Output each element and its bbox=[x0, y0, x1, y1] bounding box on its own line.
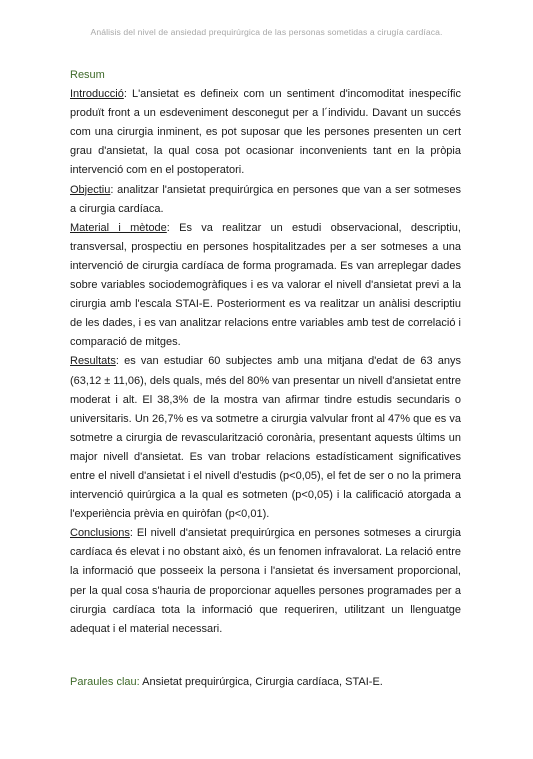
section-resultats: Resultats: es van estudiar 60 subjectes amb una mitjana d'edat de 63 anys (63,12 ± 11,06), dels quals, més del 80% van presentar un nivell d'ansietat entre moderat i alt. El 38,3% de la mostra van afirmar tindre estudis secundaris o universitaris. Un 26,7% es va sotmetre a cirurgia valvular front al 47% que es va sotmetre a cirurgia de revascularització coronària, presentant aquests últims un major nivell d'ansietat. Es van trobar relacions estadísticament significatives entre el nivell d'ansietat i el nivell d'estudis (p<0,05), el fet de ser o no la primera intervenció quirúrgica a la qual es sotmeten (p<0,05) i la calificació atorgada a l'experiència prèvia en quiròfan (p<0,01). bbox=[70, 355, 461, 521]
abstract bbox=[70, 66, 461, 639]
section-text: analitzar l'ansietat prequirúrgica en persones que van a ser sotmeses a cirurgia cardíaca. bbox=[70, 183, 461, 215]
section-text: El nivell d'ansietat prequirúrgica en persones sotmeses a cirurgia cardíaca és elevat i no obstant això, és un fenomen infravalorat. La relació entre la informació que posseeix la persona i l'ansietat és inversament proporcional, per la qual cosa s'hauria de proporcionar aquelles persones programades per a cirurgia cardíaca tota la informació que requeriren, utilitzant un llenguatge adequat i el material necessari. bbox=[70, 527, 461, 635]
keywords bbox=[70, 673, 461, 692]
keywords-text: Ansietat prequirúrgica, Cirurgia cardíaca, STAI-E. bbox=[142, 676, 383, 688]
section-text: es van estudiar 60 subjectes amb una mitjana d'edat de 63 anys (63,12 ± 11,06), dels quals, més del 80% van presentar un nivell d'ansietat entre moderat i alt. El 38,3% de la mostra van afirmar tindre estudis secundaris o universitaris. Un 26,7% es va sotmetre a cirurgia valvular front al 47% que es va sotmetre a cirurgia de revascularització coronària, presentant aquests últims un major nivell d'ansietat. Es van trobar relacions estadísticament significatives entre el nivell d'ansietat i el nivell d'estudis (p<0,05), el fet de ser o no la primera intervenció quirúrgica a la qual es sotmeten (p<0,05) i la calificació atorgada a l'experiència prèvia en quiròfan (p<0,01). bbox=[70, 355, 461, 521]
section-text: Es va realitzar un estudi observacional, descriptiu, transversal, prospectiu en persones hospitalitzades per a ser sotmeses a una intervenció de cirurgia cardíaca de forma programada. Es van arreplegar dades sobre variables sociodemogràfiques i es va valorar el nivell d'ansietat previ a la cirurgia amb l'escala STAI-E. Posteriorment es va realitzar un anàlisi descriptiu de les dades, i es van analitzar relacions entre variables amb test de correlació i comparació de mitges. bbox=[70, 221, 461, 349]
section-label: Resultats bbox=[70, 355, 116, 368]
section-text: L'ansietat es defineix com un sentiment d'incomoditat inespecífic produït front a un esdeveniment desconegut per a l´individu. Davant un succés com una cirurgia inminent, es pot suposar que les persones presenten un cert grau d'ansietat, la qual cosa pot ocasionar inconvenients tant en la pròpia intervenció com en el postoperatori. bbox=[70, 88, 461, 177]
section-label: Introducció bbox=[70, 88, 124, 101]
section-label: Material i mètode bbox=[70, 221, 167, 234]
keywords-label: Paraules clau: bbox=[70, 676, 140, 688]
section-label: Objectiu bbox=[70, 183, 111, 196]
abstract-title: Resum bbox=[70, 69, 105, 81]
section-introduccio: Introducció: L'ansietat es defineix com un sentiment d'incomoditat inespecífic produït front a un esdeveniment desconegut per a l´individu. Davant un succés com una cirurgia inminent, es pot suposar que les persones presenten un cert grau d'ansietat, la qual cosa pot ocasionar inconvenients tant en la pròpia intervenció com en el postoperatori. bbox=[70, 88, 461, 177]
section-conclusions: Conclusions: El nivell d'ansietat prequirúrgica en persones sotmeses a cirurgia cardíaca és elevat i no obstant això, és un fenomen infravalorat. La relació entre la informació que posseeix la persona i l'ansietat és inversament proporcional, per la qual cosa s'hauria de proporcionar aquelles persones programades per a cirurgia cardíaca tota la informació que requeriren, utilitzant un llenguatge adequat i el material necessari. bbox=[70, 527, 461, 635]
section-label: Conclusions bbox=[70, 527, 130, 540]
section-material-metode: Material i mètode: Es va realitzar un estudi observacional, descriptiu, transversal, prospectiu en persones hospitalitzades per a ser sotmeses a una intervenció de cirurgia cardíaca de forma programada. Es van arreplegar dades sobre variables sociodemogràfiques i es va valorar el nivell d'ansietat previ a la cirurgia amb l'escala STAI-E. Posteriorment es va realitzar un anàlisi descriptiu de les dades, i es van analitzar relacions entre variables amb test de correlació i comparació de mitges. bbox=[70, 221, 461, 349]
section-objectiu: Objectiu: analitzar l'ansietat prequirúrgica en persones que van a ser sotmeses a cirurgia cardíaca. bbox=[70, 183, 461, 215]
running-header: Análisis del nivel de ansiedad prequirúrgica de las personas sometidas a cirugía cardíaca. bbox=[90, 27, 443, 37]
